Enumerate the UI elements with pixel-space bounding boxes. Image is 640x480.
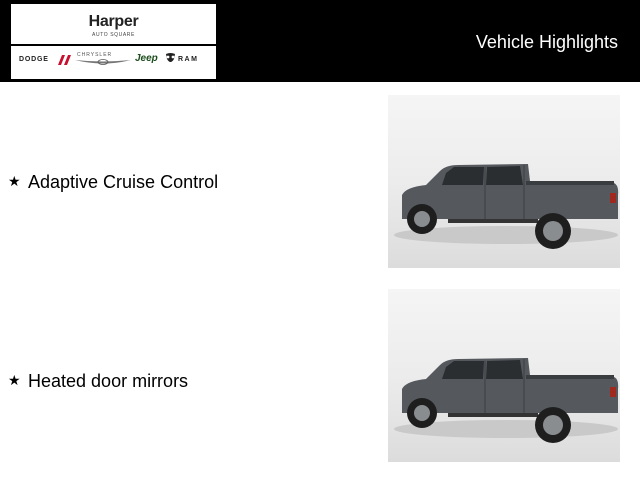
ram-head-icon [165,53,176,65]
feature-label: Heated door mirrors [28,371,189,391]
feature-label: Adaptive Cruise Control [28,172,219,192]
star-icon: ★ [8,173,21,189]
header-bar [0,0,640,82]
dealer-subtitle: AUTO SQUARE [92,32,135,38]
truck-photo[interactable] [388,95,620,268]
feature-item [8,371,188,392]
ram-logo: RAM [178,56,199,63]
page-title: Vehicle Highlights [475,32,618,52]
dodge-stripes-icon [58,55,72,65]
brand-logos [11,46,216,79]
dealer-name: Harper [88,13,139,30]
truck-photo[interactable] [388,289,620,462]
dodge-logo: DODGE [19,56,49,63]
star-icon: ★ [8,372,21,388]
chrysler-wing-icon [75,58,131,66]
dealer-logo[interactable] [11,4,216,44]
chrysler-logo: CHRYSLER [77,52,113,58]
feature-item [8,172,218,193]
jeep-logo: Jeep [135,53,158,64]
